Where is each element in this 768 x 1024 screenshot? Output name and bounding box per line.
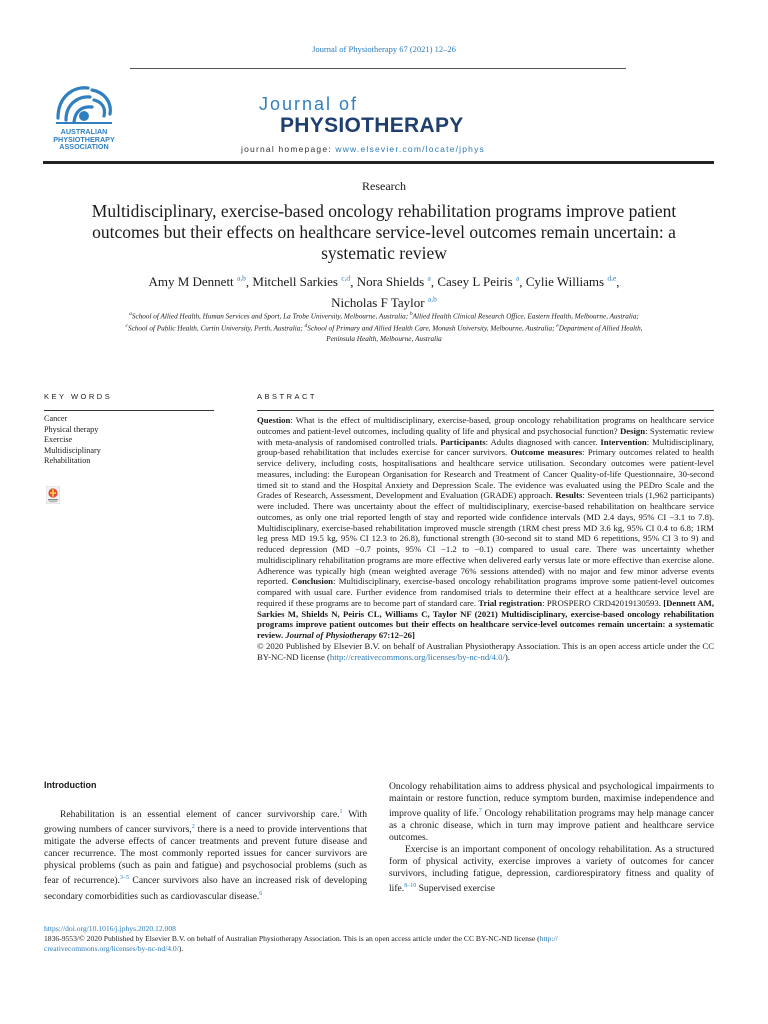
intro-paragraph-2 (389, 781, 714, 844)
ref-link[interactable]: 1 (339, 809, 343, 815)
affil-b: Allied Health Clinical Research Office, Eastern Health, Melbourne, Australia; (412, 312, 639, 321)
abstract-body (257, 415, 714, 662)
author-affiliation-ref[interactable]: a (427, 274, 431, 283)
keyword-item: Multidisciplinary (44, 445, 101, 455)
logo-line-3: ASSOCIATION (59, 142, 109, 151)
intro-p1-d: Cancer survivors also have an increased risk of developing secondary comorbidities such as cardiovascular disease. (44, 875, 368, 902)
journal-citation[interactable]: Journal of Physiotherapy 67 (2021) 12–26 (312, 44, 456, 54)
intro-paragraph-1 (44, 806, 367, 903)
footer-license-link-cont[interactable]: creativecommons.org/licenses/by-nc-nd/4.0/ (44, 944, 179, 953)
journal-title-line1: Journal of (259, 94, 359, 114)
author-affiliation-ref[interactable]: a,b (427, 294, 437, 304)
abs-citation-end: 67:12–26] (376, 630, 415, 640)
homepage-label: journal homepage: (241, 144, 336, 154)
abs-citation-text: [Dennett AM, Sarkies M, Shields N, Peiris CL, Williams C, Taylor NF (2021) Multidisciplinary, exercise-based oncology rehabilitation programs improve patient outcomes but their effects on healthcare service-level outcomes remain uncertain: a systematic review. (257, 597, 715, 640)
intro-left-column (44, 806, 367, 903)
intro-p1-b: With growing numbers of cancer survivors, (44, 809, 367, 836)
abs-design-label: Design (619, 425, 646, 436)
author-list: Amy M Dennett $^{a,b}$, Mitchell Sarkies $^{c,d}$, Nora Shields $^a$, Casey L Peiris $^a$, Cylie Williams $^{d,e}$, Nicholas F Taylor $^{a,b}$ (148, 274, 620, 310)
keywords-heading: KEY WORDS (44, 392, 113, 401)
page-footer (44, 924, 714, 954)
intro-p1-a: Rehabilitation is an essential element of cancer survivorship care. (60, 809, 340, 821)
keyword-item: Rehabilitation (44, 456, 91, 466)
abs-copyright: © 2020 Published by Elsevier B.V. on behalf of Australian Physiotherapy Association. This is an open access article under the CC BY-NC-ND license ( (257, 640, 714, 662)
abs-outcomes-label: Outcome measures (510, 447, 583, 458)
abs-design: : Systematic review with meta-analysis of randomised controlled trials. (257, 425, 714, 447)
abs-intervention: : Multidisciplinary, group-based rehabilitation that includes exercise for cancer survivors. (257, 436, 714, 458)
author-name: Casey L Peiris $^a$ (437, 274, 520, 290)
apa-logo-text (44, 128, 124, 151)
abs-copyright-end: ). (504, 651, 510, 662)
author-name: Mitchell Sarkies $^{c,d}$ (252, 274, 351, 290)
author-name: Nora Shields $^a$ (356, 274, 431, 290)
keywords-rule (44, 410, 214, 411)
abs-participants: : Adults diagnosed with cancer. (485, 436, 601, 447)
logo-line-2: PHYSIOTHERAPY (53, 134, 115, 144)
author-affiliation-ref[interactable]: a,b (236, 274, 246, 283)
abstract-heading: ABSTRACT (257, 392, 318, 401)
affiliations: $^a$School of Allied Health, Human Services and Sport, La Trobe University, Melbourne, Australia; $^b$Allied Health Clinical Research Office, Eastern Health, Melbourne, Australia; $^c$School of Public Health, Curtin University, Perth, Australia; $^d$School of Primary and Allied Health Care, Monash University, Melbourne, Australia; $^e$Department of Allied Health, Peninsula Health, Melbourne, Australia (50, 309, 718, 344)
abstract-rule (257, 410, 714, 411)
footer-license-link[interactable]: http:// (539, 934, 558, 943)
abs-results: : Seventeen trials (1,962 participants) were included. There was uncertainty about the effect of multidisciplinary, exercise-based rehabilitation on healthcare service outcomes, as only one trial reported length of stay and reported wide confidence intervals (MD 2.4 days, 95% CI −3.1 to 7.8). Multidisciplinary, exercise-based rehabilitation improved muscle strength (1RM chest press MD 3.6 kg, 95% CI 0.4 to 6.8; 1RM leg press MD 19.5 kg, 95% CI 12.3 to 26.8), functional strength (30-second sit to stand MD 6 repetitions, 95% CI 3 to 9) and reduced depression (MD −0.7 points, 95% CI −1.2 to −0.1) compared to usual care. There was uncertainty whether multidisciplinary rehabilitation programs are more effective when delivered early versus late or more effective than exercise alone. Adherence was typically high (mean weighted average 76% sessions attended) with no major and few minor adverse events reported. (257, 490, 714, 587)
abs-outcomes: : Primary outcomes related to health service delivery, including costs, hospitalisations and healthcare service utilisation. Secondary outcomes were patient-level measures, including: the European Organisation for Research and Treatment of Cancer Quality-of-life Questionnaire, 30-second timed sit to stand and the Hospital Anxiety and Depression Scale. The evidence was evaluated using the PEDro Scale and the Grades of Research, Assessment, Development and Evaluation (GRADE) approach. (257, 447, 714, 501)
header-rule-thick (43, 161, 714, 164)
author-affiliation-ref[interactable]: c,d (341, 274, 351, 283)
abs-question: : What is the effect of multidisciplinary, exercise-based, group oncology rehabilitation programs on healthcare service outcomes and patient-level outcomes, including quality of life and physical and psychosocial function? (257, 415, 714, 436)
intro-p1-c: there is a need to provide interventions that mitigate the adverse effects of cancer treatments and prevent future disease and cancer recurrence. The most commonly reported issues for cancer survivors are physical problems (such as pain and fatigue) and psychosocial problems (such as fear of recurrence). (44, 824, 368, 887)
abs-results-label: Results (555, 490, 583, 501)
intro-p3-a: Exercise is an important component of oncology rehabilitation. As a structured form of physical activity, exercise improves a variety of outcomes for cancer survivors, including fatigue, depression, cardiorespiratory fitness and quality of life. (389, 844, 714, 895)
ref-link[interactable]: 7 (478, 808, 482, 814)
ref-link[interactable]: 3–5 (119, 875, 129, 882)
doi-link[interactable]: https://doi.org/10.1016/j.jphys.2020.12.008 (44, 924, 176, 933)
header-rule (130, 68, 626, 69)
intro-p2-b: Oncology rehabilitation programs may help manage cancer as a chronic disease, which in turn may improve patient and healthcare service outcomes. (389, 808, 714, 844)
author-name: Amy M Dennett $^{a,b}$ (148, 274, 246, 290)
keyword-item: Exercise (44, 435, 73, 445)
abs-conclusion-label: Conclusion (291, 576, 333, 587)
ref-link[interactable]: 2 (191, 824, 195, 831)
author-name: Nicholas F Taylor $^{a,b}$ (331, 294, 437, 310)
crossmark-icon[interactable] (46, 486, 60, 504)
journal-title-line2: PHYSIOTHERAPY (280, 114, 464, 137)
abs-participants-label: Participants (440, 436, 486, 447)
affil-a: School of Allied Health, Human Services and Sport, La Trobe University, Melbourne, Australia; (131, 312, 409, 321)
author-affiliation-ref[interactable]: a (515, 274, 520, 283)
affil-e: Department of Allied Health, (558, 324, 643, 333)
keyword-item: Cancer (44, 414, 68, 423)
intro-right-column (389, 781, 714, 895)
article-section: Research (362, 179, 406, 193)
ref-link[interactable]: 6 (259, 890, 263, 897)
affil-e-cont: Peninsula Health, Melbourne, Australia (326, 334, 442, 343)
author-affiliation-ref[interactable]: d,e (607, 274, 617, 283)
intro-paragraph-3 (389, 844, 714, 895)
abs-intervention-label: Intervention (600, 436, 647, 447)
abs-citation-journal: Journal of Physiotherapy (285, 630, 377, 640)
homepage-link[interactable]: www.elsevier.com/locate/jphys (335, 144, 485, 154)
abs-question-label: Question (257, 415, 291, 425)
author-name: Cylie Williams $^{d,e}$ (525, 274, 617, 290)
intro-heading: Introduction (44, 780, 97, 790)
abs-conclusion: : Multidisciplinary, exercise-based oncology rehabilitation programs improve some patient-level outcomes compared with usual care. Further evidence from randomised trials to determine their effect at a healthcare service level are required if these programs are to become part of standard care. (257, 576, 715, 608)
logo-line-1: AUSTRALIAN (60, 127, 108, 136)
abs-license-link[interactable]: http://creativecommons.org/licenses/by-nc-nd/4.0/ (329, 651, 505, 662)
abs-registration-label: Trial registration (478, 597, 543, 608)
ref-link[interactable]: 8–10 (404, 883, 417, 890)
abs-registration: : PROSPERO CRD42019130593. (542, 597, 664, 608)
affil-d: School of Primary and Allied Health Care, Monash University, Melbourne, Australia; (307, 324, 555, 333)
footer-issn: 1836-9553/© 2020 Published by Elsevier B.V. on behalf of Australian Physiotherapy Association. This is an open access article under the CC BY-NC-ND license ( (44, 934, 540, 943)
abs-license (257, 641, 714, 663)
footer-license (44, 934, 714, 954)
intro-p3-b: Supervised exercise (416, 883, 496, 895)
affil-c: School of Public Health, Curtin University, Perth, Australia; (127, 324, 303, 333)
keyword-item: Physical therapy (44, 424, 99, 434)
keywords-list (44, 414, 101, 467)
article-title: Multidisciplinary, exercise-based oncology rehabilitation programs improve patient outcomes but their effects on healthcare service-level outcomes remain uncertain: a systematic review (91, 201, 677, 263)
journal-homepage (241, 144, 485, 154)
footer-end: ). (178, 944, 184, 953)
intro-p2-a: Oncology rehabilitation aims to address physical and psychological impairments to maintain or restore function, reduce symptom burden, maximise independence and improve quality of life. (389, 781, 714, 820)
